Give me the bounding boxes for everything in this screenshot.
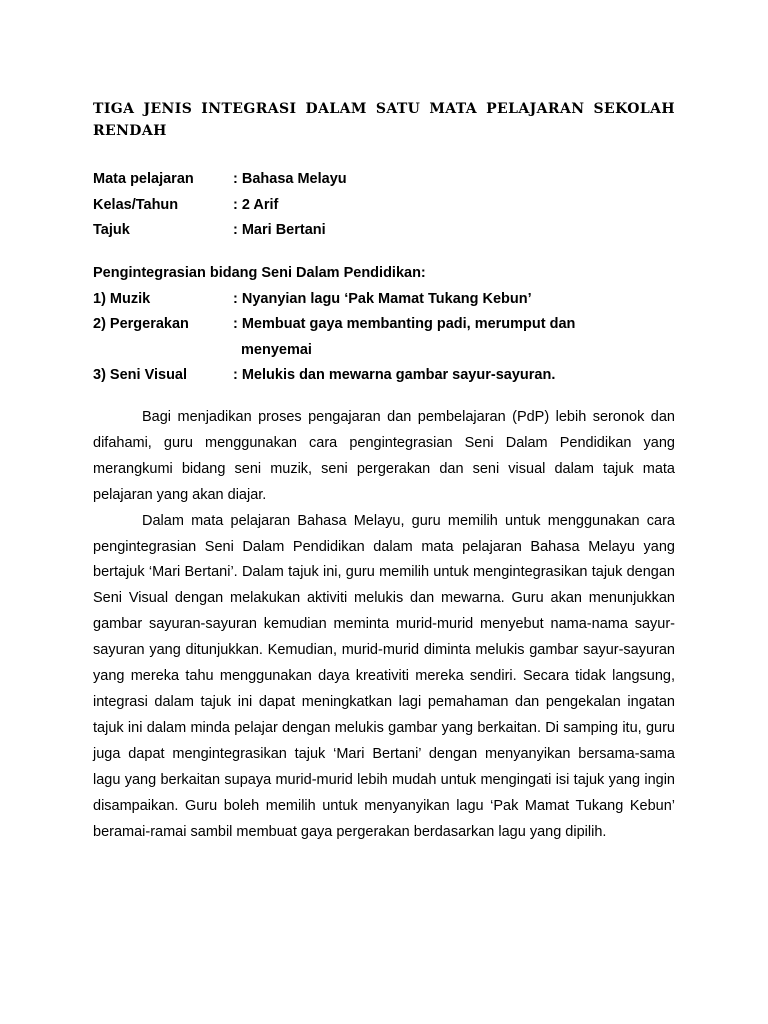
info-value: : Mari Bertani (233, 222, 326, 238)
info-label: Tajuk (93, 222, 130, 238)
paragraph: Bagi menjadikan proses pengajaran dan pembelajaran (PdP) lebih seronok dan difahami, guru menggunakan cara pengintegrasian Seni Dalam Pendidikan yang merangkumi bidang seni muzik, seni pergerakan dan seni visual dalam tajuk mata pelajaran yang akan diajar. (93, 409, 675, 503)
integration-item-movement (93, 312, 693, 338)
integration-heading: Pengintegrasian bidang Seni Dalam Pendidikan: (93, 265, 426, 281)
integration-value-continuation: menyemai (241, 341, 312, 358)
info-row-class (93, 193, 693, 219)
info-row-topic (93, 218, 693, 244)
info-row-subject (93, 167, 693, 193)
integration-label: 3) Seni Visual (93, 367, 188, 383)
integration-label: 1) Muzik (93, 290, 151, 307)
lesson-info (93, 167, 693, 244)
document-title: TIGA JENIS INTEGRASI DALAM SATU MATA PELAJARAN SEKOLAH RENDAH (93, 101, 675, 139)
info-label: Kelas/Tahun (93, 196, 179, 213)
integration-section (93, 261, 693, 389)
body-text (93, 405, 675, 845)
integration-item-music (93, 287, 693, 313)
integration-value: : Membuat gaya membanting padi, merumput dan (233, 316, 576, 332)
info-value: : 2 Arif (233, 196, 279, 213)
integration-item-visual-art (93, 363, 693, 389)
integration-value: : Melukis dan mewarna gambar sayur-sayuran. (233, 367, 556, 383)
paragraph: Dalam mata pelajaran Bahasa Melayu, guru memilih untuk menggunakan cara pengintegrasian Seni Dalam Pendidikan dalam mata pelajaran Bahasa Melayu yang bertajuk ‘Mari Bertani’. Dalam tajuk ini, guru memilih untuk mengintegrasikan tajuk dengan Seni Visual dengan melakukan aktiviti melukis dan mewarna. Guru akan menunjukkan gambar sayuran-sayuran kemudian meminta murid-murid menyebut nama-nama sayur-sayuran yang ditunjukkan. Kemudian, murid-murid diminta melukis gambar sayur-sayuran yang mereka tahu menggunakan daya kreativiti mereka sendiri. Secara tidak langsung, integrasi dalam tajuk ini dapat meningkatkan lagi pemahaman dan pengekalan ingatan tajuk ini dalam minda pelajar dengan melukis gambar yang berkaitan. Di samping itu, guru juga dapat mengintegrasikan tajuk ‘Mari Bertani’ dengan menyanyikan bersama-sama lagu yang berkaitan supaya murid-murid lebih mudah untuk mengingati isi tajuk yang ingin disampaikan. Guru boleh memilih untuk menyanyikan lagu ‘Pak Mamat Tukang Kebun’ beramai-ramai sambil membuat gaya pergerakan berdasarkan lagu yang dipilih. (93, 512, 675, 840)
info-value: : Bahasa Melayu (233, 171, 347, 187)
integration-label: 2) Pergerakan (93, 316, 189, 332)
info-label: Mata pelajaran (93, 171, 194, 187)
integration-value: : Nyanyian lagu ‘Pak Mamat Tukang Kebun’ (233, 290, 532, 307)
